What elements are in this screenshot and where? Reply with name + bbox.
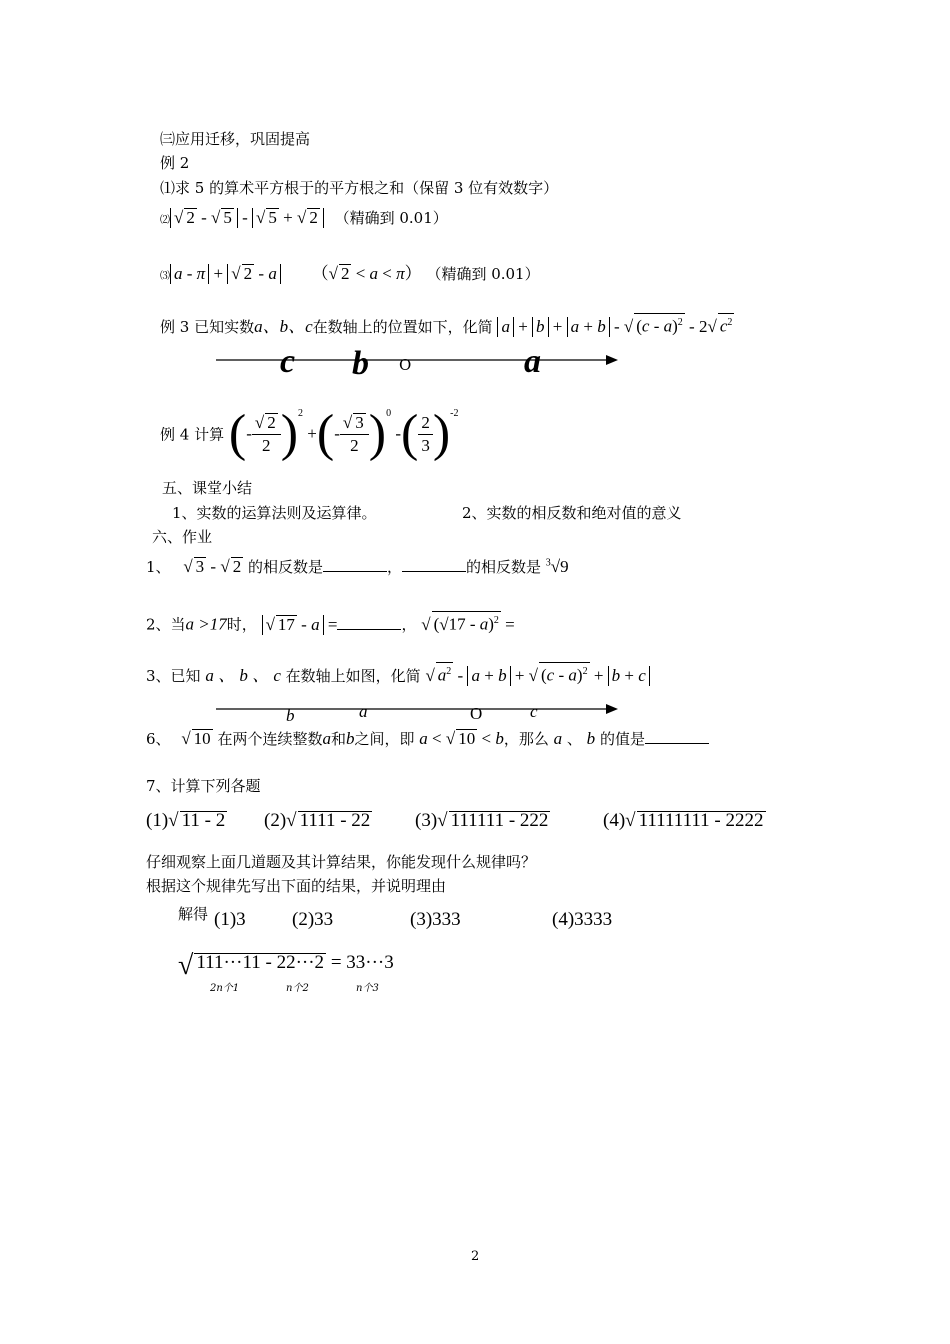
hw-6-then: ，那么 bbox=[503, 730, 549, 748]
hw-6-blank[interactable] bbox=[645, 728, 709, 744]
general-sub-3: n个3 bbox=[356, 983, 379, 994]
hw-6-value: 的值是 bbox=[599, 730, 645, 748]
hw-6-and: 和 bbox=[330, 730, 346, 748]
ex2-q3-expr: a - π + √ 2 - a bbox=[170, 264, 281, 283]
hw-3-axis-o: O bbox=[470, 704, 483, 723]
hw-3-axis-c: c bbox=[530, 702, 538, 721]
ex3-line bbox=[160, 312, 734, 337]
hw-1-text-a: 的相反数是 bbox=[247, 558, 323, 576]
hw-6-ineq: a < √ 10 < b bbox=[419, 729, 504, 748]
ex3-axis-o: O bbox=[399, 356, 412, 374]
hw-7: 7、计算下列各题 bbox=[146, 777, 261, 795]
hw-3-num: 3、已知 bbox=[146, 667, 201, 685]
general-left: 111···11 - 22···2 bbox=[196, 952, 325, 973]
ex2-q3-condition: （√ 2 < a < π） bbox=[312, 264, 422, 283]
ex2-label: 例 2 bbox=[160, 154, 190, 172]
ex2-q1: ⑴求 5 的算术平方根于的平方根之和（保留 3 位有效数字） bbox=[160, 179, 559, 197]
hw-1: 1、 √ 3 - √ 2 的相反数是 ， 的相反数是 $^3$√ 9 bbox=[146, 556, 569, 577]
general-sub-1: 2n个1 bbox=[210, 983, 240, 994]
number-line-ex3-arrow bbox=[606, 355, 618, 365]
hw-6-text: 在两个连续整数 bbox=[217, 730, 323, 748]
summary-item-2: 2、实数的相反数和绝对值的意义 bbox=[462, 504, 682, 522]
answer-4: (4)3333 bbox=[552, 909, 613, 930]
hw-1-blank-2[interactable] bbox=[402, 556, 466, 572]
page-number: 2 bbox=[471, 1249, 480, 1264]
ex4-line bbox=[160, 406, 458, 462]
ex3-expr: a + b + a + b - √ (c - a)$^2$ - 2√ $c^2$ bbox=[497, 317, 734, 336]
hw-2-blank[interactable] bbox=[337, 614, 401, 630]
ex2-q2-label: ⑵ bbox=[160, 215, 170, 226]
homework-heading: 六、作业 bbox=[152, 528, 213, 546]
hw-1-expr: √ 3 - √ 2 bbox=[183, 557, 243, 576]
answer-1: (1)3 bbox=[214, 909, 246, 930]
hw-6-root: √ 10 bbox=[181, 729, 212, 748]
section3-heading: ㈢应用迁移，巩固提高 bbox=[160, 130, 311, 148]
hw-3-axis-b: b bbox=[286, 706, 295, 725]
ex4-expr: (- √ $\frac{2}{2}$ )$^2$ +(- √ $\frac{3}{2}$ )$^0$ -( $\frac{2}{3}$ )$^{-2}$ bbox=[229, 423, 459, 442]
general-sub-2: n个2 bbox=[286, 983, 309, 994]
hw-6-between: 之间，即 bbox=[354, 730, 415, 748]
hw-1-blank-1[interactable] bbox=[323, 556, 387, 572]
calc-item-1: (1)√ 11 - 2 bbox=[146, 810, 227, 832]
summary-heading: 五、课堂小结 bbox=[162, 479, 253, 497]
hw-6-num: 6、 bbox=[146, 730, 171, 748]
hw-6: 6、 √ 10 在两个连续整数a和b之间，即 a < √ 10 < b，那么 a 、 b 的值是 bbox=[146, 728, 709, 749]
answer-label: 解得 bbox=[178, 905, 209, 923]
hw-2-expr-2: √ (√ 17 - a)$^2$ = bbox=[421, 615, 515, 634]
hw-2-expr-1: √ 17 - a = bbox=[262, 615, 338, 634]
ex3-axis-c: c bbox=[280, 343, 296, 380]
summary-item-1: 1、实数的运算法则及运算律。 bbox=[172, 504, 377, 522]
hw-2: 2、当a >17时， √ 17 - a = ， √ (√ 17 - a)$^2$ = bbox=[146, 611, 515, 635]
general-right: = 33···3 bbox=[330, 952, 394, 973]
general-formula: √ 111···11 - 22···2 = 33···3 bbox=[178, 950, 394, 981]
ex3-axis-b: b bbox=[352, 345, 369, 382]
ex3-axis-a: a bbox=[524, 343, 541, 380]
hw-3-axis-a: a bbox=[359, 702, 368, 721]
hw-2-num: 2、当 bbox=[146, 615, 186, 634]
hw-3-expr: √ $a^2 - a + b$ + √ (c - a)$^2$ + b + c bbox=[425, 666, 649, 685]
ex2-q3-label: ⑶ bbox=[160, 271, 170, 282]
ex3-text: 在数轴上的位置如下，化简 bbox=[312, 318, 493, 336]
hw-1-num: 1、 bbox=[146, 558, 171, 576]
number-line-hw3-arrow bbox=[606, 704, 618, 714]
hw-3 bbox=[146, 661, 650, 686]
hw-3-text: 在数轴上如图，化简 bbox=[285, 667, 421, 685]
hw-2-cond: a >17 bbox=[185, 614, 227, 634]
rule-text: 根据这个规律先写出下面的结果，并说明理由 bbox=[146, 877, 447, 895]
answer-2: (2)33 bbox=[292, 909, 334, 930]
ex3-vars: a、b、c bbox=[254, 317, 313, 336]
calc-item-2: (2)√ 1111 - 22 bbox=[264, 810, 372, 832]
calc-item-3: (3)√ 111111 - 222 bbox=[415, 810, 550, 832]
observe-text: 仔细观察上面几道题及其计算结果，你能发现什么规律吗？ bbox=[146, 853, 537, 871]
hw-3-vars: a 、 b 、 c bbox=[205, 666, 281, 685]
ex4-label: 例 4 计算 bbox=[160, 425, 225, 444]
ex2-q3-note: （精确到 0.01） bbox=[426, 265, 540, 283]
ex2-q3 bbox=[160, 259, 540, 284]
hw-2-text: 时， bbox=[226, 615, 257, 634]
hw-1-cuberoot: $^3$√ 9 bbox=[546, 557, 569, 576]
ex2-q2-expr: √ 2 - √ 5 - √ 5 + √ 2 bbox=[170, 208, 324, 227]
ex2-q2-note: （精确到 0.01） bbox=[334, 209, 448, 227]
answer-3: (3)333 bbox=[410, 909, 461, 930]
calc-item-4: (4)√ 11111111 - 2222 bbox=[603, 810, 766, 832]
ex3-label: 例 3 已知实数 bbox=[160, 318, 255, 336]
hw-1-text-b: 的相反数是 bbox=[466, 558, 542, 576]
ex2-q2 bbox=[160, 207, 448, 228]
